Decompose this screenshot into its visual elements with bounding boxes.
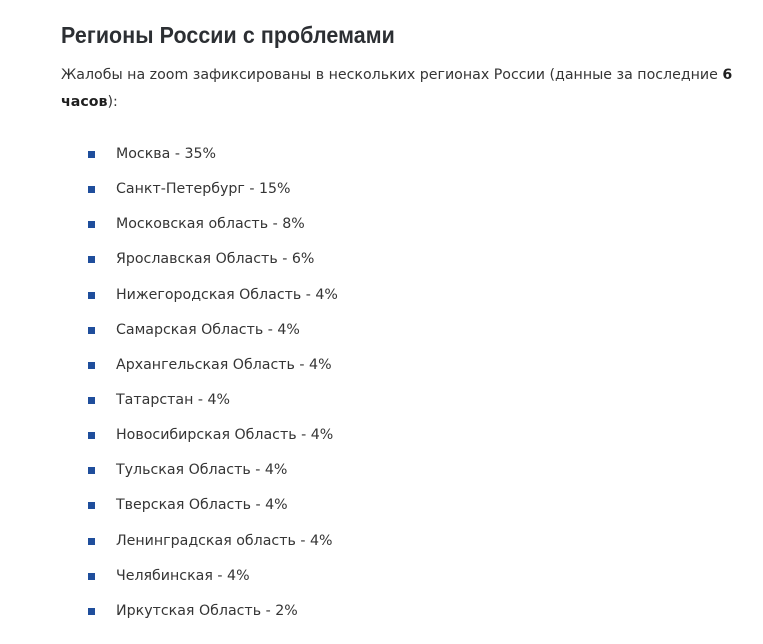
square-bullet-icon bbox=[88, 327, 95, 334]
region-label: Санкт-Петербург - 15% bbox=[116, 181, 291, 198]
square-bullet-icon bbox=[88, 221, 95, 228]
section-heading: Регионы России с проблемами bbox=[61, 22, 395, 48]
regions-list bbox=[61, 142, 751, 634]
list-item bbox=[88, 212, 751, 247]
list-item bbox=[88, 177, 751, 212]
square-bullet-icon bbox=[88, 608, 95, 615]
region-label: Московская область - 8% bbox=[116, 216, 305, 233]
region-label: Татарстан - 4% bbox=[116, 391, 231, 408]
square-bullet-icon bbox=[88, 397, 95, 404]
lead-bold-period: 6 часов bbox=[61, 67, 733, 110]
list-item bbox=[88, 318, 751, 353]
region-label: Москва - 35% bbox=[116, 146, 217, 162]
lead-text: Жалобы на zoom зафиксированы в нескольких регионах России (данные за последние bbox=[61, 67, 723, 83]
list-item bbox=[88, 529, 751, 564]
square-bullet-icon bbox=[88, 186, 95, 193]
lead-paragraph bbox=[61, 62, 741, 116]
list-item bbox=[88, 599, 751, 634]
list-item bbox=[88, 564, 751, 599]
list-item bbox=[88, 283, 751, 318]
region-label: Челябинская - 4% bbox=[116, 567, 250, 584]
region-label: Ярославская Область - 6% bbox=[116, 251, 315, 268]
region-label: Тульская Область - 4% bbox=[116, 462, 288, 479]
square-bullet-icon bbox=[88, 573, 95, 580]
region-label: Иркутская Область - 2% bbox=[116, 602, 298, 619]
list-item bbox=[88, 493, 751, 528]
region-label: Ленинградская область - 4% bbox=[116, 532, 333, 549]
region-label: Новосибирская Область - 4% bbox=[116, 427, 334, 444]
square-bullet-icon bbox=[88, 538, 95, 545]
region-label: Архангельская Область - 4% bbox=[116, 356, 332, 373]
region-label: Нижегородская Область - 4% bbox=[116, 286, 338, 303]
list-item bbox=[88, 247, 751, 282]
square-bullet-icon bbox=[88, 292, 95, 299]
list-item bbox=[88, 142, 751, 177]
list-item bbox=[88, 458, 751, 493]
list-item bbox=[88, 423, 751, 458]
square-bullet-icon bbox=[88, 256, 95, 263]
region-label: Тверская Область - 4% bbox=[116, 497, 288, 514]
lead-text-end: ): bbox=[107, 94, 118, 110]
square-bullet-icon bbox=[88, 502, 95, 509]
square-bullet-icon bbox=[88, 151, 95, 158]
list-item bbox=[88, 353, 751, 388]
region-label: Самарская Область - 4% bbox=[116, 321, 300, 338]
square-bullet-icon bbox=[88, 467, 95, 474]
square-bullet-icon bbox=[88, 432, 95, 439]
square-bullet-icon bbox=[88, 362, 95, 369]
list-item bbox=[88, 388, 751, 423]
